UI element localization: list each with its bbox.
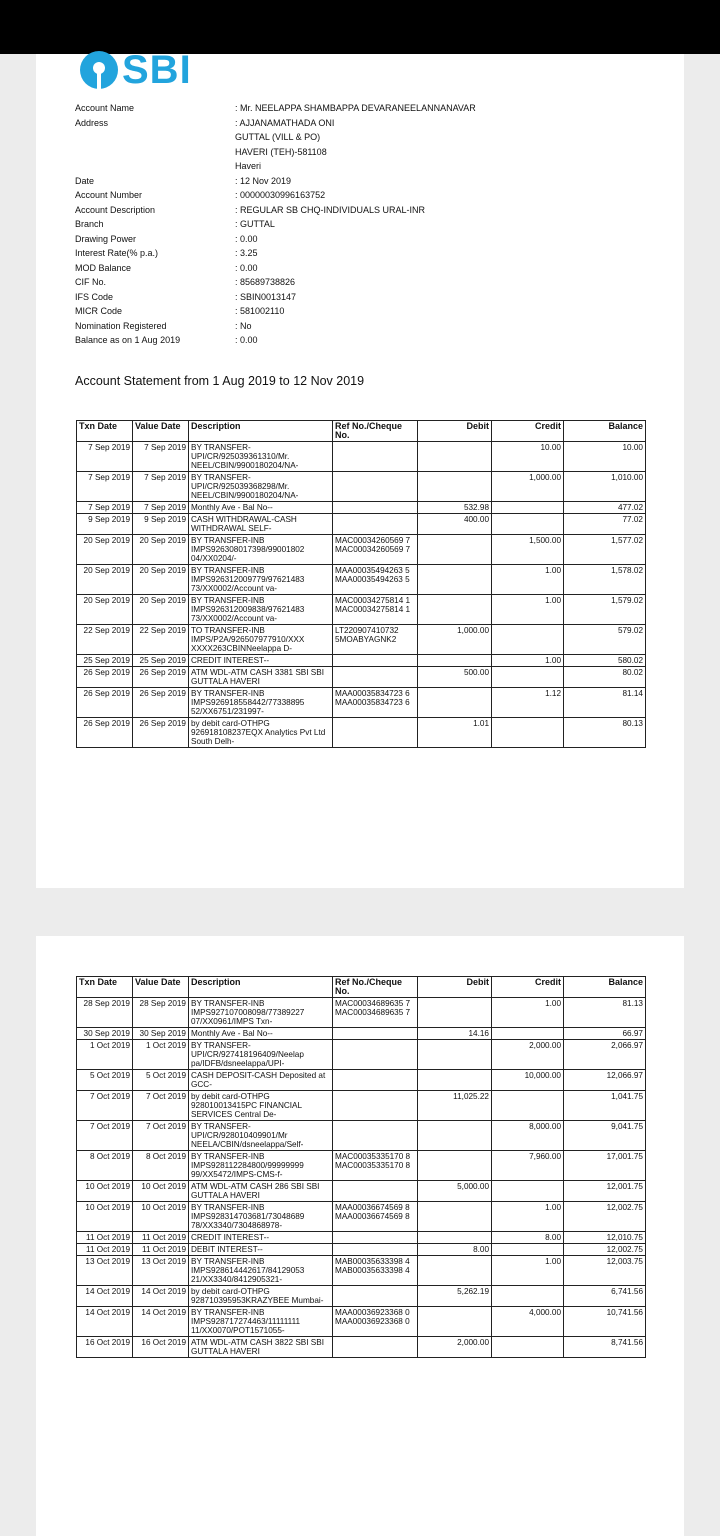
table-row: [77, 472, 646, 502]
sbi-logo-text: SBI: [122, 48, 192, 92]
value-date-header: Value Date: [133, 421, 189, 442]
value-date-cell: 25 Sep 2019: [133, 655, 189, 667]
balance-cell: 17,001.75: [564, 1151, 646, 1181]
description-cell: BY TRANSFER-INB IMPS928717274463/11111111 11/XX0070/POT1571055-: [189, 1307, 333, 1337]
account-info: [75, 101, 675, 348]
balance-cell: 12,002.75: [564, 1244, 646, 1256]
balance-cell: 1,010.00: [564, 472, 646, 502]
description-header: Description: [189, 977, 333, 998]
description-cell: BY TRANSFER-INB IMPS928614442617/84129053 21/XX3340/8412905321-: [189, 1256, 333, 1286]
ref-no-cell: MAA00035834723 6 MAA00035834723 6: [333, 688, 418, 718]
balance-cell: 579.02: [564, 625, 646, 655]
description-cell: ATM WDL-ATM CASH 3822 SBI SBI GUTTALA HAVERI: [189, 1337, 333, 1358]
info-row: [75, 217, 675, 232]
balance-cell: 81.14: [564, 688, 646, 718]
debit-cell: [418, 1070, 492, 1091]
table-row: [77, 1202, 646, 1232]
balance-cell: 81.13: [564, 998, 646, 1028]
txn-date-header: Txn Date: [77, 977, 133, 998]
debit-cell: [418, 998, 492, 1028]
info-value: Haveri: [235, 161, 262, 171]
credit-cell: [492, 502, 564, 514]
ref-no-cell: [333, 1028, 418, 1040]
balance-cell: 2,066.97: [564, 1040, 646, 1070]
txn-date-cell: 1 Oct 2019: [77, 1040, 133, 1070]
txn-date-cell: 11 Oct 2019: [77, 1232, 133, 1244]
debit-cell: [418, 565, 492, 595]
info-label: IFS Code: [75, 291, 114, 302]
ref-no-header: Ref No./Cheque No.: [333, 421, 418, 442]
info-value: : 00000030996163752: [235, 190, 326, 200]
ref-no-cell: [333, 1070, 418, 1091]
credit-cell: 1.00: [492, 1202, 564, 1232]
info-row: [75, 304, 675, 319]
table-row: [77, 1337, 646, 1358]
ref-no-cell: [333, 1244, 418, 1256]
description-cell: TO TRANSFER-INB IMPS/P2A/926507977910/XXX XXXX263CBINNeelappa D-: [189, 625, 333, 655]
table-row: [77, 667, 646, 688]
txn-date-cell: 9 Sep 2019: [77, 514, 133, 535]
txn-date-cell: 25 Sep 2019: [77, 655, 133, 667]
txn-date-cell: 8 Oct 2019: [77, 1151, 133, 1181]
balance-cell: 8,741.56: [564, 1337, 646, 1358]
table-row: [77, 502, 646, 514]
debit-cell: 2,000.00: [418, 1337, 492, 1358]
description-cell: BY TRANSFER-INB IMPS926308017398/99001802 04/XX0204/-: [189, 535, 333, 565]
balance-cell: 12,001.75: [564, 1181, 646, 1202]
balance-cell: 580.02: [564, 655, 646, 667]
info-value: : 0.00: [235, 262, 258, 273]
ref-no-cell: [333, 514, 418, 535]
table-row: [77, 1028, 646, 1040]
info-value: : 0.00: [235, 233, 258, 244]
debit-cell: [418, 472, 492, 502]
ref-no-cell: MAA00036923368 0 MAA00036923368 0: [333, 1307, 418, 1337]
debit-header: Debit: [418, 977, 492, 998]
credit-cell: 1.00: [492, 595, 564, 625]
debit-cell: [418, 1121, 492, 1151]
table-row: [77, 1091, 646, 1121]
debit-cell: [418, 1232, 492, 1244]
table-row: [77, 625, 646, 655]
table-row: [77, 1070, 646, 1091]
txn-date-cell: 16 Oct 2019: [77, 1337, 133, 1358]
value-date-cell: 20 Sep 2019: [133, 565, 189, 595]
credit-cell: [492, 514, 564, 535]
txn-date-cell: 20 Sep 2019: [77, 565, 133, 595]
credit-cell: 7,960.00: [492, 1151, 564, 1181]
txn-date-cell: 22 Sep 2019: [77, 625, 133, 655]
table-row: [77, 1286, 646, 1307]
info-row: [75, 130, 675, 145]
value-date-cell: 28 Sep 2019: [133, 998, 189, 1028]
debit-cell: 1.01: [418, 718, 492, 748]
debit-cell: [418, 1151, 492, 1181]
credit-cell: [492, 1244, 564, 1256]
table-row: [77, 514, 646, 535]
info-value: GUTTAL (VILL & PO): [235, 132, 321, 142]
info-label: CIF No.: [75, 277, 107, 287]
credit-cell: [492, 625, 564, 655]
table-header: [77, 421, 646, 442]
info-value: : REGULAR SB CHQ-INDIVIDUALS URAL-INR: [235, 204, 426, 215]
value-date-cell: 7 Sep 2019: [133, 472, 189, 502]
txn-date-cell: 20 Sep 2019: [77, 595, 133, 625]
value-date-cell: 20 Sep 2019: [133, 595, 189, 625]
debit-cell: 8.00: [418, 1244, 492, 1256]
info-label: Drawing Power: [75, 233, 137, 244]
description-cell: BY TRANSFER-INB IMPS928112284800/99999999 99/XX5472/IMPS-CMS-f-: [189, 1151, 333, 1181]
ref-no-cell: MAB00035633398 4 MAB00035633398 4: [333, 1256, 418, 1286]
info-row: [75, 290, 675, 305]
ref-no-cell: [333, 1121, 418, 1151]
table-row: [77, 1121, 646, 1151]
info-value: HAVERI (TEH)-581108: [235, 146, 327, 157]
credit-cell: 1.00: [492, 565, 564, 595]
credit-cell: [492, 1181, 564, 1202]
info-row: [75, 116, 675, 131]
balance-cell: 6,741.56: [564, 1286, 646, 1307]
debit-cell: 1,000.00: [418, 625, 492, 655]
statement-page-1: [36, 48, 684, 888]
info-label: Account Description: [75, 204, 156, 215]
description-cell: BY TRANSFER-INB IMPS928314703681/73048689 78/XX3340/7304868978-: [189, 1202, 333, 1232]
info-label: MOD Balance: [75, 262, 132, 273]
credit-cell: 10.00: [492, 442, 564, 472]
ref-no-cell: MAA00036674569 8 MAA00036674569 8: [333, 1202, 418, 1232]
table-row: [77, 1244, 646, 1256]
value-date-cell: 11 Oct 2019: [133, 1232, 189, 1244]
value-date-cell: 16 Oct 2019: [133, 1337, 189, 1358]
debit-cell: [418, 655, 492, 667]
balance-cell: 12,002.75: [564, 1202, 646, 1232]
info-row: [75, 174, 675, 189]
credit-cell: [492, 1091, 564, 1121]
description-cell: Monthly Ave - Bal No--: [189, 1028, 333, 1040]
txn-date-cell: 20 Sep 2019: [77, 535, 133, 565]
value-date-cell: 13 Oct 2019: [133, 1256, 189, 1286]
info-label: MICR Code: [75, 306, 123, 316]
credit-cell: 1.00: [492, 655, 564, 667]
ref-no-cell: [333, 667, 418, 688]
transactions-table-2: [76, 976, 646, 1358]
credit-cell: [492, 718, 564, 748]
credit-cell: [492, 1286, 564, 1307]
value-date-cell: 26 Sep 2019: [133, 688, 189, 718]
table-row: [77, 535, 646, 565]
balance-cell: 12,003.75: [564, 1256, 646, 1286]
value-date-header: Value Date: [133, 977, 189, 998]
ref-no-cell: LT220907410732 5MOABYAGNK2: [333, 625, 418, 655]
debit-cell: 5,262.19: [418, 1286, 492, 1307]
value-date-cell: 7 Sep 2019: [133, 442, 189, 472]
credit-header: Credit: [492, 977, 564, 998]
txn-date-cell: 26 Sep 2019: [77, 718, 133, 748]
description-cell: CASH DEPOSIT-CASH Deposited at GCC-: [189, 1070, 333, 1091]
info-label: Branch: [75, 219, 104, 229]
table-row: [77, 1181, 646, 1202]
txn-date-cell: 26 Sep 2019: [77, 688, 133, 718]
transactions-table-1: [76, 420, 646, 748]
description-cell: by debit card-OTHPG 926918108237EQX Analytics Pvt Ltd South Delh-: [189, 718, 333, 748]
info-value: : SBIN0013147: [235, 291, 297, 302]
value-date-cell: 7 Oct 2019: [133, 1121, 189, 1151]
debit-cell: [418, 1256, 492, 1286]
credit-header: Credit: [492, 421, 564, 442]
debit-cell: [418, 1307, 492, 1337]
info-label: Nomination Registered: [75, 320, 167, 331]
debit-cell: 11,025.22: [418, 1091, 492, 1121]
ref-no-cell: [333, 1286, 418, 1307]
balance-cell: 1,579.02: [564, 595, 646, 625]
info-row: [75, 246, 675, 261]
credit-cell: [492, 667, 564, 688]
credit-cell: 2,000.00: [492, 1040, 564, 1070]
description-cell: CASH WITHDRAWAL-CASH WITHDRAWAL SELF-: [189, 514, 333, 535]
info-value: : GUTTAL: [235, 219, 275, 229]
info-label: Date: [75, 175, 95, 186]
balance-cell: 9,041.75: [564, 1121, 646, 1151]
info-label: Balance as on 1 Aug 2019: [75, 335, 181, 345]
balance-cell: 66.97: [564, 1028, 646, 1040]
status-bar: [0, 0, 720, 54]
ref-no-cell: [333, 502, 418, 514]
table-row: [77, 1307, 646, 1337]
credit-cell: 1.00: [492, 1256, 564, 1286]
table-row: [77, 1232, 646, 1244]
ref-no-header: Ref No./Cheque No.: [333, 977, 418, 998]
ref-no-cell: [333, 472, 418, 502]
description-cell: ATM WDL-ATM CASH 286 SBI SBI GUTTALA HAVERI: [189, 1181, 333, 1202]
ref-no-cell: MAA00035494263 5 MAA00035494263 5: [333, 565, 418, 595]
table-row: [77, 442, 646, 472]
txn-date-cell: 7 Sep 2019: [77, 502, 133, 514]
ref-no-cell: [333, 1232, 418, 1244]
info-value: : No: [235, 320, 252, 331]
table-row: [77, 998, 646, 1028]
ref-no-cell: [333, 718, 418, 748]
debit-cell: [418, 1040, 492, 1070]
balance-cell: 1,578.02: [564, 565, 646, 595]
value-date-cell: 20 Sep 2019: [133, 535, 189, 565]
ref-no-cell: MAC00034689635 7 MAC00034689635 7: [333, 998, 418, 1028]
txn-date-cell: 10 Oct 2019: [77, 1181, 133, 1202]
ref-no-cell: MAC00034275814 1 MAC00034275814 1: [333, 595, 418, 625]
debit-cell: [418, 442, 492, 472]
ref-no-cell: [333, 655, 418, 667]
info-label: Address: [75, 117, 109, 128]
value-date-cell: 7 Oct 2019: [133, 1091, 189, 1121]
value-date-cell: 10 Oct 2019: [133, 1181, 189, 1202]
description-cell: BY TRANSFER-UPI/CR/928010409901/Mr NEELA/CBIN/dsneelappa/Self-: [189, 1121, 333, 1151]
balance-cell: 1,577.02: [564, 535, 646, 565]
ref-no-cell: MAC00035335170 8 MAC00035335170 8: [333, 1151, 418, 1181]
debit-cell: 400.00: [418, 514, 492, 535]
credit-cell: 8,000.00: [492, 1121, 564, 1151]
table-row: [77, 1040, 646, 1070]
info-label: Account Number: [75, 190, 143, 200]
table-header: [77, 977, 646, 998]
description-cell: BY TRANSFER-UPI/CR/927418196409/Neelap pa/IDFB/dsneelappa/UPI-: [189, 1040, 333, 1070]
info-row: [75, 319, 675, 334]
info-row: [75, 159, 675, 174]
credit-cell: 10,000.00: [492, 1070, 564, 1091]
info-row: [75, 275, 675, 290]
credit-cell: 1.12: [492, 688, 564, 718]
debit-cell: [418, 595, 492, 625]
credit-cell: 8.00: [492, 1232, 564, 1244]
balance-cell: 12,010.75: [564, 1232, 646, 1244]
txn-date-cell: 30 Sep 2019: [77, 1028, 133, 1040]
ref-no-cell: [333, 1040, 418, 1070]
value-date-cell: 14 Oct 2019: [133, 1286, 189, 1307]
value-date-cell: 7 Sep 2019: [133, 502, 189, 514]
statement-page-2: [36, 936, 684, 1536]
value-date-cell: 26 Sep 2019: [133, 718, 189, 748]
txn-date-cell: 14 Oct 2019: [77, 1286, 133, 1307]
ref-no-cell: MAC00034260569 7 MAC00034260569 7: [333, 535, 418, 565]
info-value: : 3.25: [235, 248, 258, 258]
value-date-cell: 14 Oct 2019: [133, 1307, 189, 1337]
description-cell: BY TRANSFER-INB IMPS926312009838/97621483 73/XX0002/Account va-: [189, 595, 333, 625]
statement-title: Account Statement from 1 Aug 2019 to 12 Nov 2019: [75, 374, 365, 388]
debit-cell: [418, 688, 492, 718]
txn-date-cell: 13 Oct 2019: [77, 1256, 133, 1286]
table-row: [77, 1256, 646, 1286]
balance-cell: 477.02: [564, 502, 646, 514]
table-row: [77, 688, 646, 718]
txn-date-cell: 26 Sep 2019: [77, 667, 133, 688]
info-row: [75, 145, 675, 160]
debit-header: Debit: [418, 421, 492, 442]
balance-cell: 80.13: [564, 718, 646, 748]
balance-cell: 1,041.75: [564, 1091, 646, 1121]
balance-cell: 10.00: [564, 442, 646, 472]
ref-no-cell: [333, 1337, 418, 1358]
description-header: Description: [189, 421, 333, 442]
description-cell: BY TRANSFER-INB IMPS926312009779/97621483 73/XX0002/Account va-: [189, 565, 333, 595]
value-date-cell: 8 Oct 2019: [133, 1151, 189, 1181]
table-row: [77, 1151, 646, 1181]
txn-date-cell: 14 Oct 2019: [77, 1307, 133, 1337]
txn-date-header: Txn Date: [77, 421, 133, 442]
info-value: : 0.00: [235, 335, 258, 345]
table-row: [77, 655, 646, 667]
ref-no-cell: [333, 1091, 418, 1121]
txn-date-cell: 7 Oct 2019: [77, 1121, 133, 1151]
description-cell: BY TRANSFER-INB IMPS927107008098/77389227 07/XX0961/IMPS Txn-: [189, 998, 333, 1028]
description-cell: CREDIT INTEREST--: [189, 1232, 333, 1244]
info-value: : Mr. NEELAPPA SHAMBAPPA DEVARANEELANNANAVAR: [235, 103, 476, 113]
info-row: [75, 203, 675, 218]
sbi-logo: [80, 48, 192, 92]
balance-cell: 77.02: [564, 514, 646, 535]
ref-no-cell: [333, 1181, 418, 1202]
value-date-cell: 26 Sep 2019: [133, 667, 189, 688]
info-label: Interest Rate(% p.a.): [75, 248, 159, 258]
balance-cell: 80.02: [564, 667, 646, 688]
info-row: [75, 188, 675, 203]
info-row: [75, 261, 675, 276]
description-cell: DEBIT INTEREST--: [189, 1244, 333, 1256]
credit-cell: 4,000.00: [492, 1307, 564, 1337]
txn-date-cell: 7 Sep 2019: [77, 472, 133, 502]
description-cell: BY TRANSFER-UPI/CR/925039368298/Mr. NEEL/CBIN/9900180204/NA-: [189, 472, 333, 502]
ref-no-cell: [333, 442, 418, 472]
table-row: [77, 595, 646, 625]
description-cell: by debit card-OTHPG 928710395953KRAZYBEE Mumbai-: [189, 1286, 333, 1307]
description-cell: BY TRANSFER-UPI/CR/925039361310/Mr. NEEL/CBIN/9900180204/NA-: [189, 442, 333, 472]
info-value: : 85689738826: [235, 277, 296, 287]
value-date-cell: 30 Sep 2019: [133, 1028, 189, 1040]
info-value: : 581002110: [235, 306, 285, 316]
balance-cell: 10,741.56: [564, 1307, 646, 1337]
value-date-cell: 5 Oct 2019: [133, 1070, 189, 1091]
txn-date-cell: 28 Sep 2019: [77, 998, 133, 1028]
info-row: [75, 333, 675, 348]
credit-cell: [492, 1337, 564, 1358]
txn-date-cell: 7 Oct 2019: [77, 1091, 133, 1121]
balance-header: Balance: [564, 977, 646, 998]
debit-cell: 5,000.00: [418, 1181, 492, 1202]
value-date-cell: 22 Sep 2019: [133, 625, 189, 655]
debit-cell: 532.98: [418, 502, 492, 514]
balance-header: Balance: [564, 421, 646, 442]
value-date-cell: 10 Oct 2019: [133, 1202, 189, 1232]
credit-cell: 1,000.00: [492, 472, 564, 502]
debit-cell: 500.00: [418, 667, 492, 688]
value-date-cell: 1 Oct 2019: [133, 1040, 189, 1070]
description-cell: Monthly Ave - Bal No--: [189, 502, 333, 514]
credit-cell: [492, 1028, 564, 1040]
debit-cell: [418, 1202, 492, 1232]
info-value: : AJJANAMATHADA ONI: [235, 117, 335, 128]
description-cell: CREDIT INTEREST--: [189, 655, 333, 667]
info-label: Account Name: [75, 103, 135, 113]
info-value: : 12 Nov 2019: [235, 175, 292, 186]
credit-cell: 1,500.00: [492, 535, 564, 565]
info-row: [75, 101, 675, 116]
table-row: [77, 565, 646, 595]
value-date-cell: 11 Oct 2019: [133, 1244, 189, 1256]
value-date-cell: 9 Sep 2019: [133, 514, 189, 535]
info-label: [75, 159, 235, 174]
txn-date-cell: 7 Sep 2019: [77, 442, 133, 472]
debit-cell: 14.16: [418, 1028, 492, 1040]
description-cell: BY TRANSFER-INB IMPS926918558442/77338895 52/XX6751/231997-: [189, 688, 333, 718]
info-label: [75, 130, 235, 145]
txn-date-cell: 11 Oct 2019: [77, 1244, 133, 1256]
txn-date-cell: 5 Oct 2019: [77, 1070, 133, 1091]
description-cell: by debit card-OTHPG 928010013415PC FINANCIAL SERVICES Central De-: [189, 1091, 333, 1121]
txn-date-cell: 10 Oct 2019: [77, 1202, 133, 1232]
sbi-logo-icon: [80, 51, 118, 89]
debit-cell: [418, 535, 492, 565]
info-label: [75, 145, 235, 160]
table-row: [77, 718, 646, 748]
description-cell: ATM WDL-ATM CASH 3381 SBI SBI GUTTALA HAVERI: [189, 667, 333, 688]
balance-cell: 12,066.97: [564, 1070, 646, 1091]
credit-cell: 1.00: [492, 998, 564, 1028]
info-row: [75, 232, 675, 247]
